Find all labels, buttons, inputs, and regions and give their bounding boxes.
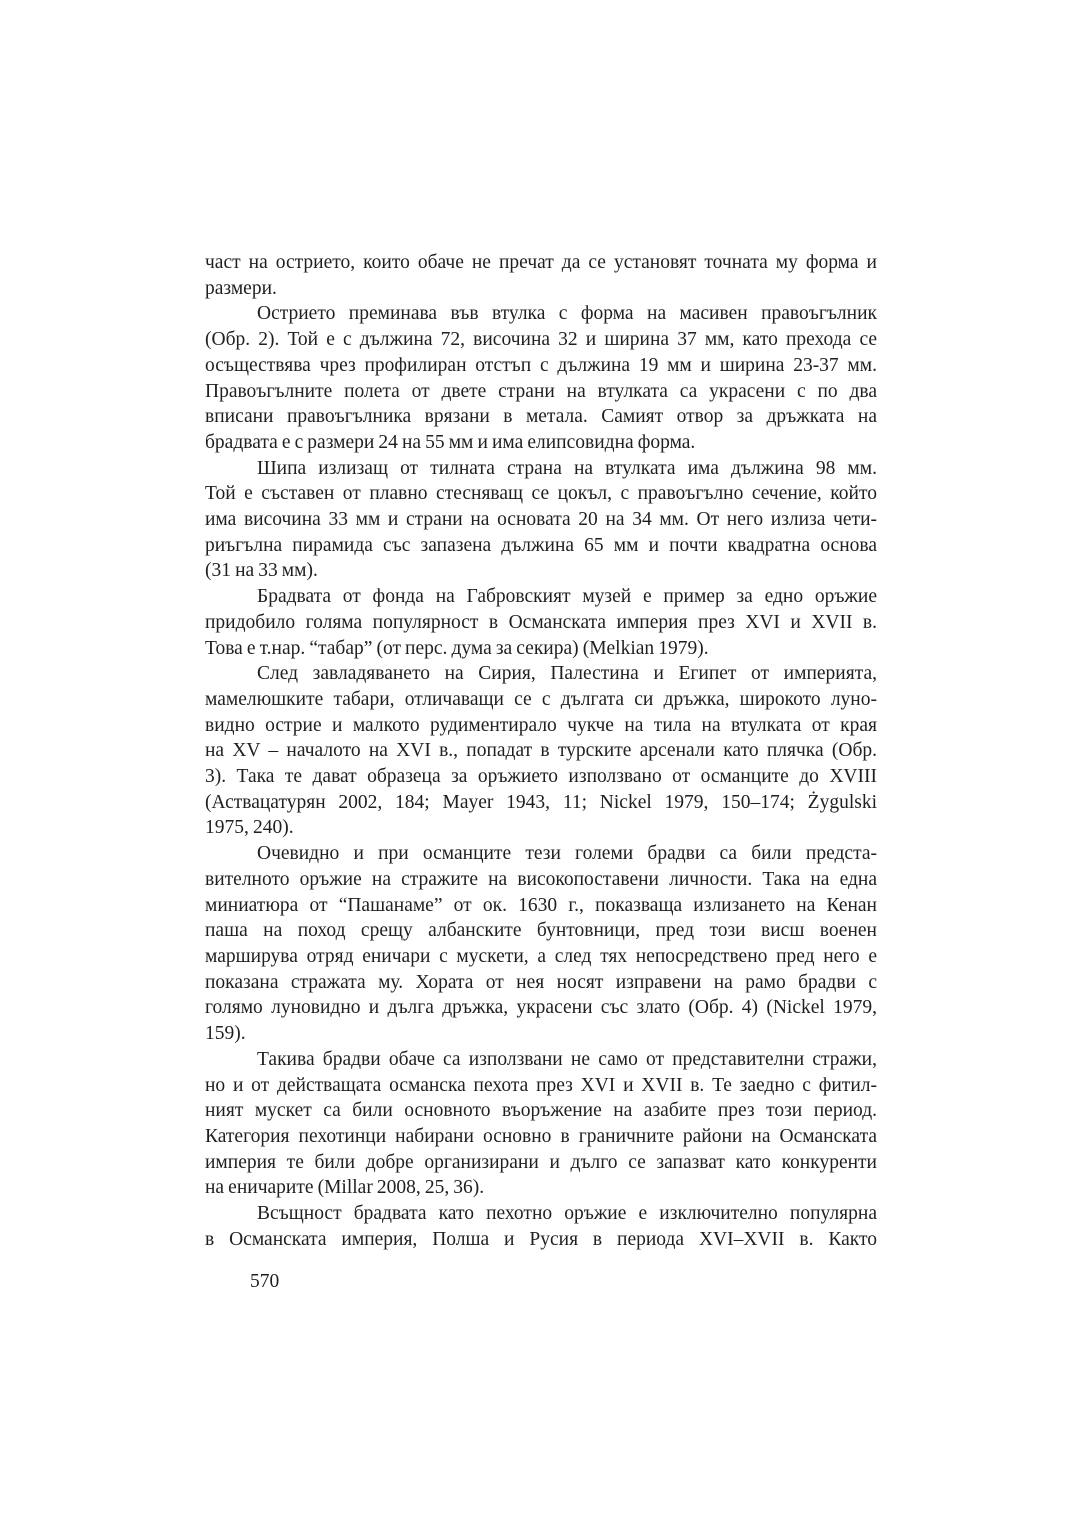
text-line: голямо луновидно и дълга дръжка, украсени със злато (Обр. 4) (Nickel 1979, [205, 997, 877, 1019]
text-line: Острието преминава във втулка с форма на масивен правоъгълник [257, 303, 877, 325]
text-line: империя те били добре организирани и дълго се запазват като конкуренти [205, 1151, 877, 1173]
text-line: Категория пехотинци набирани основно в граничните райони на Османската [205, 1125, 877, 1147]
text-line: марширува отряд еничари с мускети, а след тях непосредствено пред него е [205, 945, 877, 967]
paragraph [205, 661, 877, 841]
text-line: но и от действащата османска пехота през XVI и XVII в. Те заедно с фитил- [205, 1074, 877, 1096]
text-line: брадвата е с размери 24 на 55 мм и има елипсовидна форма. [205, 431, 696, 453]
text-line: 3). Така те дават образеца за оръжието използвано от османците до XVIII [205, 766, 877, 788]
text-line: ният мускет са били основното въоръжение на азабите през този период. [205, 1100, 877, 1122]
text-block [205, 250, 877, 1252]
paragraph [205, 250, 877, 301]
paragraph [205, 584, 877, 661]
text-line: Очевидно и при османците тези големи брадви са били предста- [257, 843, 877, 865]
text-line: (Аствацатурян 2002, 184; Mayer 1943, 11; Nickel 1979, 150–174; Żygulski [205, 791, 877, 813]
paragraph [205, 456, 877, 585]
text-line: мамелюшките табари, отличаващи се с дългата си дръжка, широкото луно- [205, 688, 877, 710]
text-line: Такива брадви обаче са използвани не само от представителни стражи, [257, 1048, 877, 1070]
text-line: Брадвата от фонда на Габровският музей е пример за едно оръжие [257, 586, 877, 608]
text-line: След завладяването на Сирия, Палестина и Египет от империята, [257, 663, 877, 685]
text-line: има височина 33 мм и страни на основата 20 на 34 мм. От него излиза чети- [205, 509, 877, 531]
text-line: видно острие и малкото рудиментирало чукче на тила на втулката от края [205, 714, 877, 736]
paragraph [205, 1201, 877, 1252]
text-line: миниатюра от “Пашанаме” от ок. 1630 г., показваща излизането на Кенан [205, 894, 877, 916]
page-number: 570 [250, 1271, 280, 1292]
text-line: Това е т.нар. “табар” (от перс. дума за секира) (Melkian 1979). [205, 637, 709, 659]
text-line: придобило голяма популярност в Османската империя през XVI и XVII в. [205, 611, 877, 633]
text-line: осъществява чрез профилиран отстъп с дължина 19 мм и ширина 23-37 мм. [205, 354, 877, 376]
paragraph [205, 841, 877, 1047]
text-line: 1975, 240). [205, 817, 294, 839]
text-line: (31 на 33 мм). [205, 560, 318, 582]
text-line: (Обр. 2). Той е с дължина 72, височина 32 и ширина 37 мм, като прехода се [205, 329, 877, 351]
text-line: Всъщност брадвата като пехотно оръжие е изключително популярна [257, 1203, 877, 1225]
text-line: на еничарите (Millar 2008, 25, 36). [205, 1177, 485, 1199]
text-line: в Османската империя, Полша и Русия в периода XVI–XVII в. Както [205, 1228, 877, 1250]
text-line: Правоъгълните полета от двете страни на втулката са украсени с по два [205, 380, 877, 402]
text-line: 159). [205, 1023, 246, 1045]
text-line: размери. [205, 277, 277, 299]
text-line: Шипа излизащ от тилната страна на втулката има дължина 98 мм. [257, 457, 877, 479]
text-line: на XV – началото на XVI в., попадат в турските арсенали като плячка (Обр. [205, 740, 877, 762]
paragraph [205, 1047, 877, 1201]
text-line: вителното оръжие на стражите на високопоставени личности. Така на една [205, 868, 877, 890]
text-line: паша на поход срещу албанските бунтовници, пред този висш военен [205, 920, 877, 942]
text-line: вписани правоъгълника врязани в метала. Самият отвор за дръжката на [205, 406, 877, 428]
text-line: Той е съставен от плавно стесняващ се цокъл, с правоъгълно сечение, който [205, 483, 877, 505]
text-line: показана стражата му. Хората от нея носят изправени на рамо брадви с [205, 971, 877, 993]
text-line: част на острието, които обаче не пречат да се установят точната му форма и [205, 252, 877, 273]
text-line: риъгълна пирамида със запазена дължина 65 мм и почти квадратна основа [205, 534, 877, 556]
paragraph [205, 301, 877, 455]
